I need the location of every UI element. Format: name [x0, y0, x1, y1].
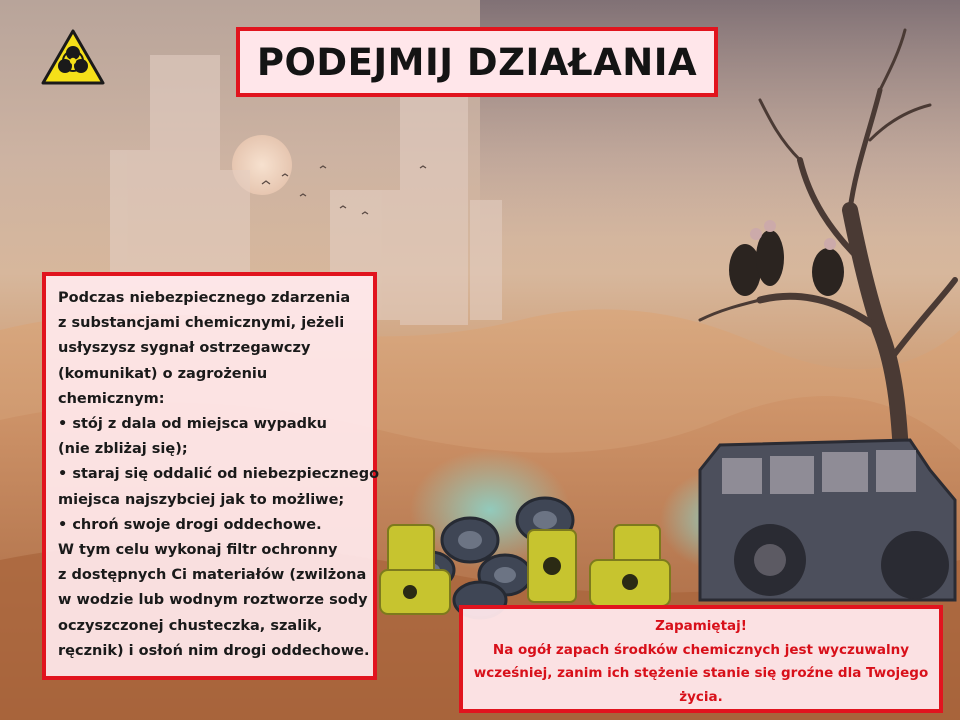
reminder-heading: Zapamiętaj!	[655, 618, 747, 634]
reminder-panel	[459, 605, 943, 713]
instruction-line: chemicznym:	[58, 390, 165, 407]
instruction-line: Podczas niebezpiecznego zdarzenia	[58, 290, 351, 306]
page-title: PODEJMIJ DZIAŁANIA	[256, 40, 698, 84]
title-banner	[236, 27, 718, 97]
instruction-line: ręcznik) i osłoń nim drogi oddechowe.	[58, 642, 370, 659]
instruction-line: z dostępnych Ci materiałów (zwilżona	[58, 567, 367, 584]
instruction-line: oczyszczonej chusteczka, szalik,	[58, 617, 323, 634]
instruction-line: usłyszysz sygnał ostrzegawczy	[58, 340, 311, 357]
reminder-line: życia.	[679, 688, 723, 705]
instruction-line: (komunikat) o zagrożeniu	[58, 365, 268, 382]
reminder-line: wcześniej, zanim ich stężenie stanie się groźne dla Twojego	[473, 665, 929, 681]
instructions-panel	[42, 272, 380, 680]
instruction-line: miejsca najszybciej jak to możliwe;	[58, 491, 345, 508]
instruction-line: • staraj się oddalić od niebezpiecznego	[58, 466, 380, 483]
instruction-line: • chroń swoje drogi oddechowe.	[58, 516, 322, 533]
instruction-line: W tym celu wykonaj filtr ochronny	[58, 542, 338, 559]
biohazard-warning-icon	[40, 28, 106, 86]
instruction-line: (nie zbliżaj się);	[58, 441, 188, 458]
instruction-line: z substancjami chemicznymi, jeżeli	[58, 315, 345, 332]
instruction-line: • stój z dala od miejsca wypadku	[58, 416, 328, 433]
instruction-line: w wodzie lub wodnym roztworze sody	[58, 592, 368, 609]
reminder-line: Na ogół zapach środków chemicznych jest wyczuwalny	[492, 641, 910, 658]
